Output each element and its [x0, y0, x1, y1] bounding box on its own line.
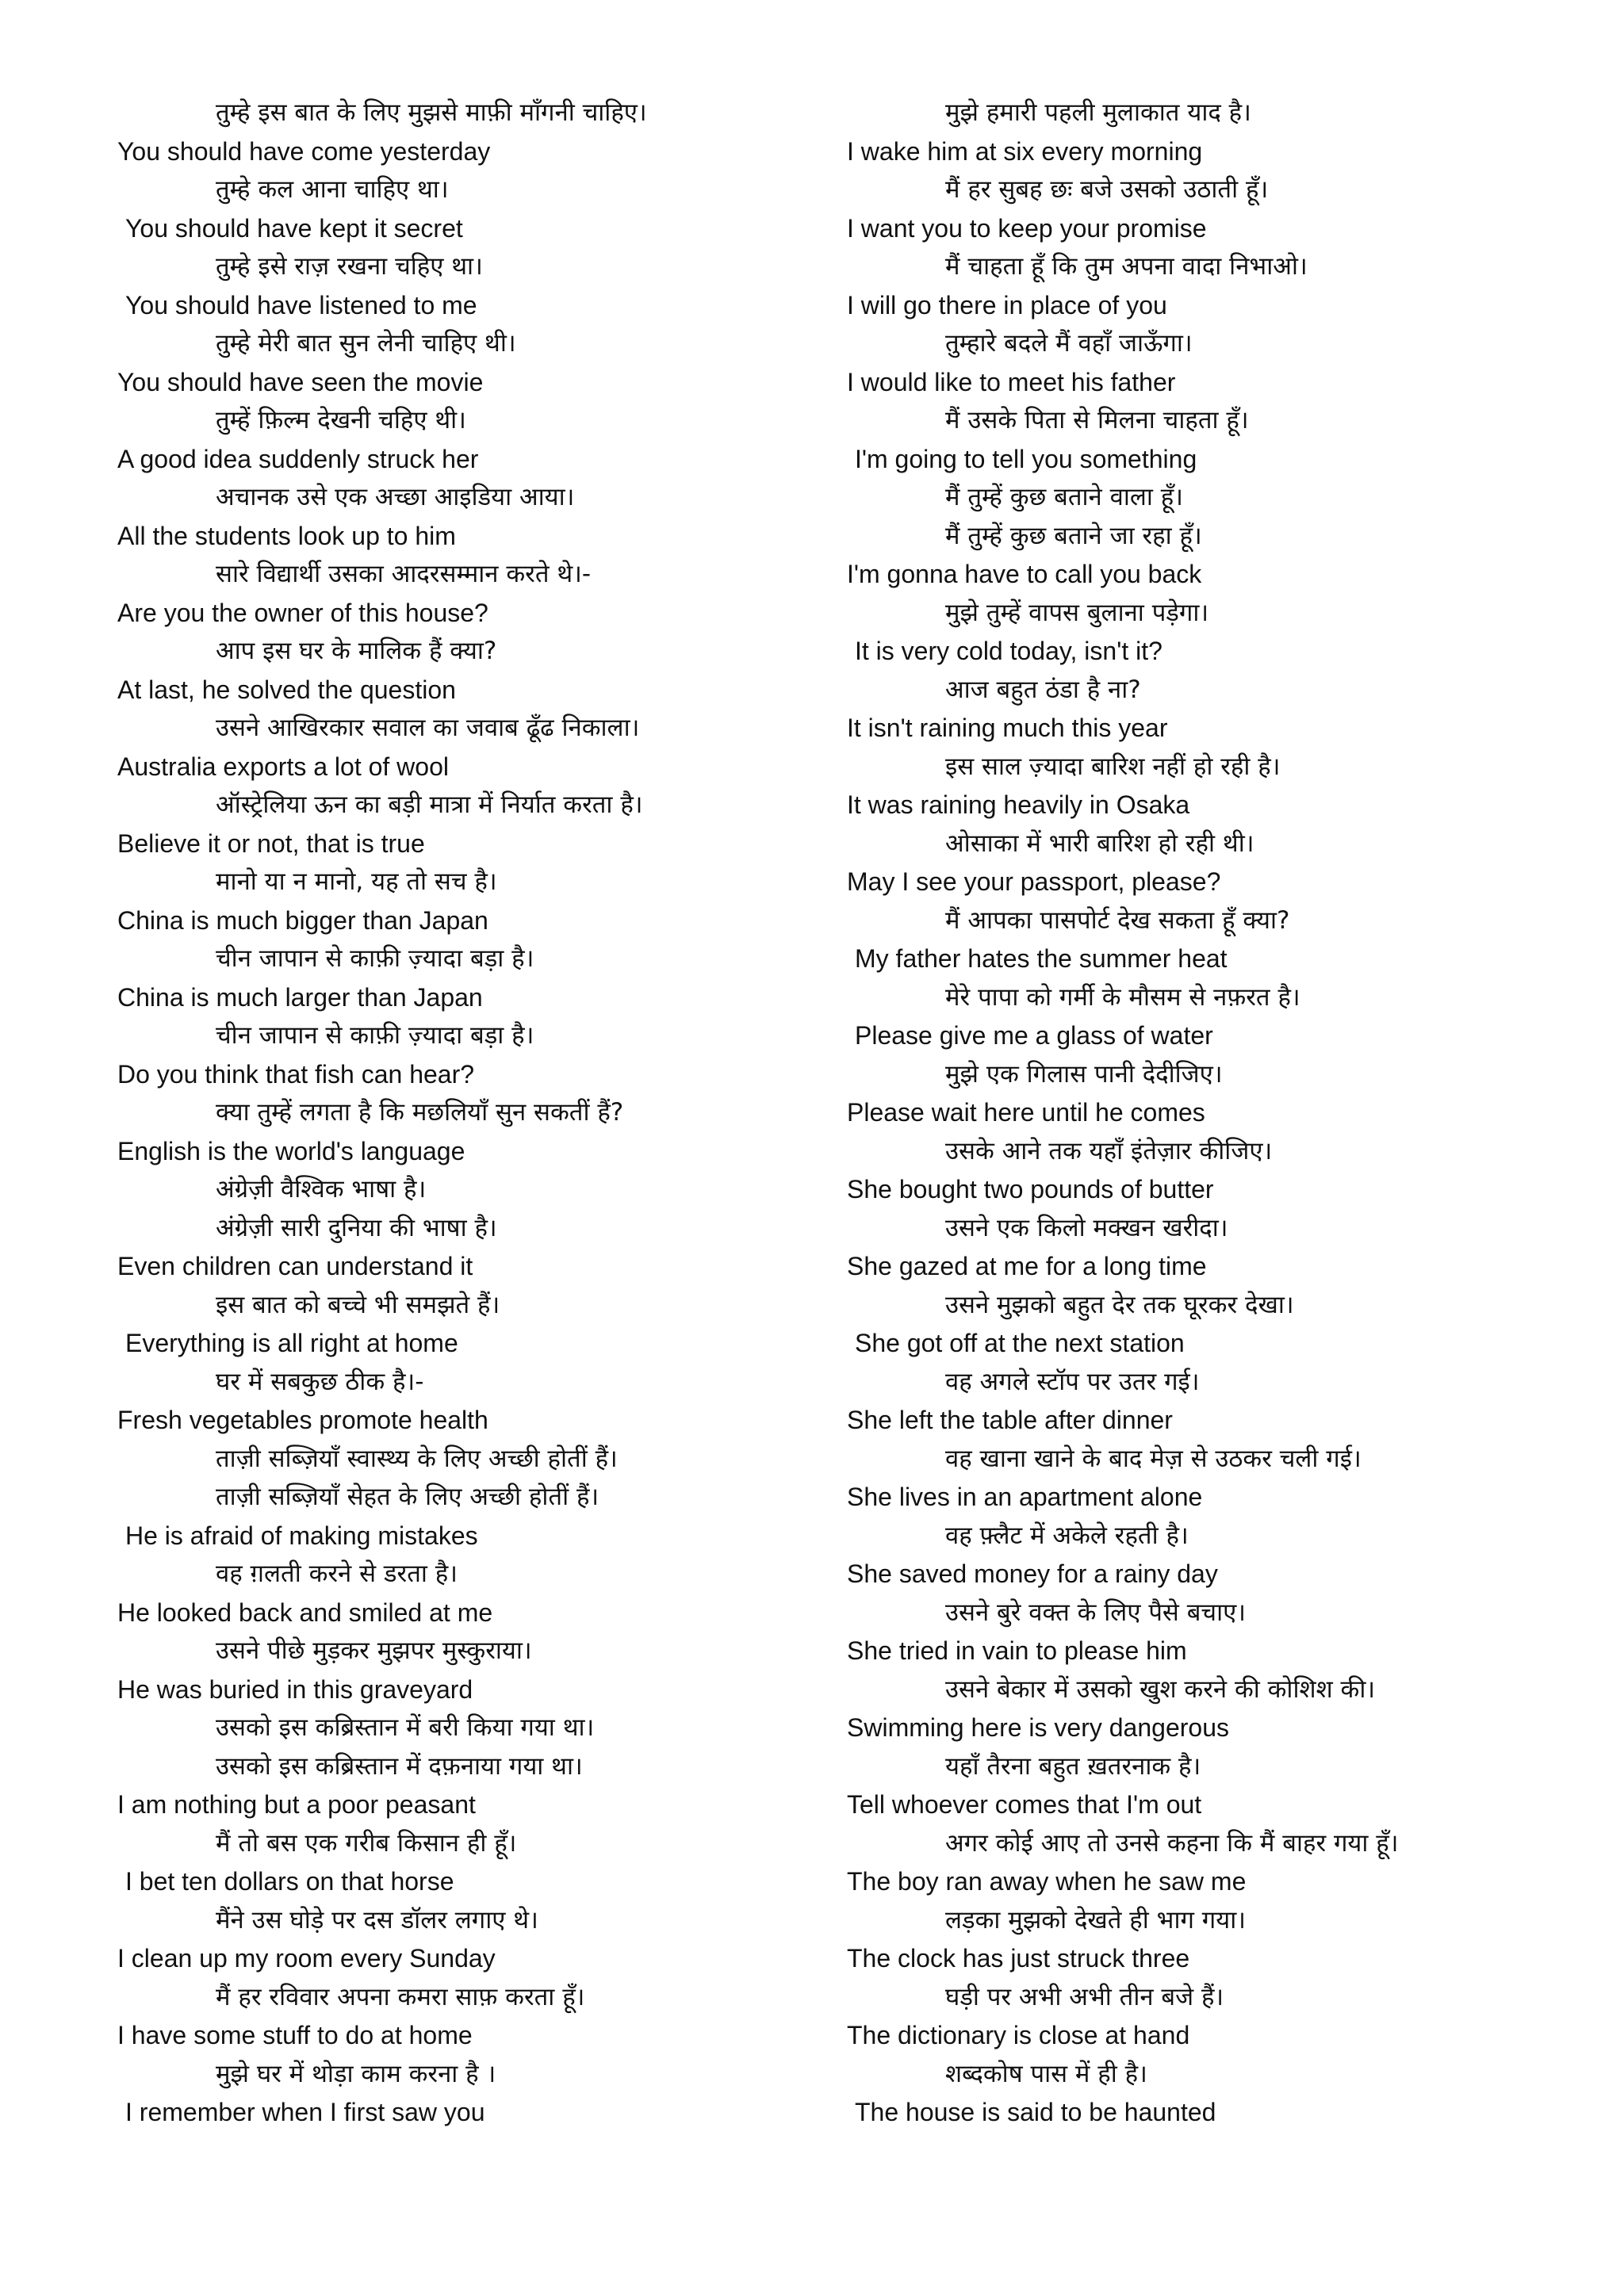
- english-sentence: May I see your passport, please?: [847, 867, 1221, 896]
- english-sentence: I bet ten dollars on that horse: [125, 1867, 454, 1896]
- english-sentence: He was buried in this graveyard: [117, 1674, 473, 1704]
- english-sentence: Everything is all right at home: [125, 1329, 458, 1357]
- english-sentence: Even children can understand it: [117, 1252, 473, 1280]
- hindi-translation: मुझे हमारी पहली मुलाकात याद है।: [945, 98, 1251, 127]
- english-sentence: Please give me a glass of water: [855, 1021, 1213, 1050]
- hindi-translation: यहाँ तैरना बहुत ख़तरनाक है।: [945, 1751, 1201, 1781]
- hindi-translation: मुझे तुम्हें वापस बुलाना पड़ेगा।: [945, 598, 1209, 627]
- english-sentence: He looked back and smiled at me: [117, 1598, 493, 1627]
- hindi-translation: उसने बुरे वक्त के लिए पैसे बचाए।: [945, 1598, 1247, 1627]
- english-sentence: I would like to meet his father: [847, 367, 1176, 396]
- hindi-translation: उसने मुझको बहुत देर तक घूरकर देखा।: [945, 1290, 1294, 1319]
- english-sentence: The dictionary is close at hand: [847, 2021, 1190, 2049]
- hindi-translation: अगर कोई आए तो उनसे कहना कि मैं बाहर गया हूँ।: [945, 1828, 1399, 1858]
- english-sentence: I'm going to tell you something: [855, 444, 1197, 473]
- hindi-translation: चीन जापान से काफ़ी ज़्यादा बड़ा है।: [216, 944, 534, 973]
- english-sentence: My father hates the summer heat: [855, 944, 1228, 973]
- hindi-translation: मैं तो बस एक गरीब किसान ही हूँ।: [216, 1828, 517, 1858]
- hindi-translation: मैं आपका पासपोर्ट देख सकता हूँ क्या?: [945, 905, 1290, 935]
- hindi-translation: उसको इस कब्रिस्तान में दफ़नाया गया था।: [216, 1751, 583, 1781]
- english-sentence: Are you the owner of this house?: [117, 598, 488, 627]
- right-column: [847, 94, 1608, 2132]
- english-sentence: You should have listened to me: [125, 290, 477, 320]
- hindi-translation: तुम्हे इसे राज़ रखना चहिए था।: [216, 252, 483, 281]
- english-sentence: It is very cold today, isn't it?: [855, 637, 1162, 665]
- hindi-translation: तुम्हारे बदले मैं वहाँ जाऊँगा।: [945, 329, 1193, 358]
- hindi-translation: तुम्हे मेरी बात सुन लेनी चाहिए थी।: [216, 329, 516, 358]
- hindi-translation: उसने आखिरकार सवाल का जवाब ढूँढ निकाला।: [216, 714, 640, 742]
- hindi-translation: मैं चाहता हूँ कि तुम अपना वादा निभाओ।: [945, 252, 1308, 281]
- hindi-translation: मैं उसके पिता से मिलना चाहता हूँ।: [945, 406, 1249, 434]
- english-sentence: She left the table after dinner: [847, 1406, 1173, 1434]
- english-sentence: I have some stuff to do at home: [117, 2021, 473, 2049]
- hindi-translation: अंग्रेज़ी सारी दुनिया की भाषा है।: [216, 1213, 497, 1242]
- hindi-translation: घड़ी पर अभी अभी तीन बजे हैं।: [945, 1982, 1224, 2011]
- hindi-translation: मैंने उस घोड़े पर दस डॉलर लगाए थे।: [216, 1905, 538, 1934]
- hindi-translation: उसने बेकार में उसको खुश करने की कोशिश की।: [945, 1674, 1376, 1704]
- hindi-translation: उसने पीछे मुड़कर मुझपर मुस्कुराया।: [216, 1636, 532, 1665]
- english-sentence: I clean up my room every Sunday: [117, 1944, 496, 1973]
- hindi-translation: ऑस्ट्रेलिया ऊन का बड़ी मात्रा में निर्यात करता है।: [216, 790, 643, 819]
- hindi-translation: अंग्रेज़ी वैश्विक भाषा है।: [216, 1175, 427, 1203]
- hindi-translation: ताज़ी सब्ज़ियाँ सेहत के लिए अच्छी होतीं हैं।: [216, 1483, 599, 1511]
- english-sentence: Australia exports a lot of wool: [117, 752, 449, 781]
- hindi-translation: वह ग़लती करने से डरता है।: [216, 1559, 458, 1588]
- hindi-translation: ओसाका में भारी बारिश हो रही थी।: [945, 828, 1254, 858]
- english-sentence: A good idea suddenly struck her: [117, 444, 479, 473]
- hindi-translation: अचानक उसे एक अच्छा आइडिया आया।: [216, 483, 575, 511]
- hindi-translation: क्या तुम्हें लगता है कि मछलियाँ सुन सकतीं हैं?: [216, 1098, 624, 1127]
- english-sentence: China is much bigger than Japan: [117, 905, 488, 935]
- hindi-translation: ताज़ी सब्ज़ियाँ स्वास्थ्य के लिए अच्छी होतीं हैं।: [216, 1444, 618, 1473]
- hindi-translation: घर में सबकुछ ठीक है।-: [216, 1367, 424, 1396]
- english-sentence: I am nothing but a poor peasant: [117, 1790, 476, 1819]
- hindi-translation: मुझे घर में थोड़ा काम करना है ।: [216, 2059, 496, 2088]
- hindi-translation: उसके आने तक यहाँ इंतेज़ार कीजिए।: [945, 1136, 1273, 1165]
- hindi-translation: मैं तुम्हें कुछ बताने जा रहा हूँ।: [945, 521, 1202, 550]
- english-sentence: I will go there in place of you: [847, 290, 1167, 320]
- english-sentence: The clock has just struck three: [847, 1944, 1190, 1973]
- english-sentence: He is afraid of making mistakes: [125, 1521, 478, 1550]
- english-sentence: Please wait here until he comes: [847, 1098, 1205, 1127]
- hindi-translation: मैं हर सुबह छः बजे उसको उठाती हूँ।: [945, 175, 1269, 204]
- english-sentence: English is the world's language: [117, 1136, 465, 1165]
- left-column: [117, 94, 879, 2132]
- hindi-translation: इस बात को बच्चे भी समझते हैं।: [216, 1290, 500, 1319]
- english-sentence: I wake him at six every morning: [847, 136, 1203, 166]
- hindi-translation: वह फ़्लैट में अकेले रहती है।: [945, 1521, 1189, 1550]
- hindi-translation: मैं हर रविवार अपना कमरा साफ़ करता हूँ।: [216, 1982, 585, 2011]
- english-sentence: At last, he solved the question: [117, 675, 456, 704]
- hindi-translation: सारे विद्यार्थी उसका आदरसम्मान करते थे।-: [216, 560, 592, 588]
- english-sentence: All the students look up to him: [117, 521, 456, 550]
- english-sentence: The boy ran away when he saw me: [847, 1867, 1247, 1896]
- english-sentence: She tried in vain to please him: [847, 1636, 1187, 1665]
- english-sentence: You should have kept it secret: [125, 213, 463, 243]
- hindi-translation: तुम्हे इस बात के लिए मुझसे माफ़ी माँगनी चाहिए।: [216, 98, 647, 127]
- english-sentence: It was raining heavily in Osaka: [847, 790, 1190, 819]
- english-sentence: She got off at the next station: [855, 1329, 1185, 1357]
- hindi-translation: लड़का मुझको देखते ही भाग गया।: [945, 1905, 1246, 1934]
- english-sentence: She bought two pounds of butter: [847, 1175, 1214, 1203]
- english-sentence: Swimming here is very dangerous: [847, 1713, 1229, 1742]
- english-sentence: China is much larger than Japan: [117, 982, 483, 1012]
- english-sentence: Believe it or not, that is true: [117, 828, 425, 858]
- hindi-translation: मेरे पापा को गर्मी के मौसम से नफ़रत है।: [945, 982, 1300, 1012]
- english-sentence: Tell whoever comes that I'm out: [847, 1790, 1202, 1819]
- hindi-translation: उसको इस कब्रिस्तान में बरी किया गया था।: [216, 1713, 595, 1742]
- english-sentence: You should have come yesterday: [117, 136, 491, 166]
- hindi-translation: मुझे एक गिलास पानी देदीजिए।: [945, 1059, 1223, 1089]
- english-sentence: You should have seen the movie: [117, 367, 484, 396]
- hindi-translation: उसने एक किलो मक्खन खरीदा।: [945, 1213, 1228, 1242]
- hindi-translation: वह खाना खाने के बाद मेज़ से उठकर चली गई।: [945, 1444, 1362, 1473]
- english-sentence: I want you to keep your promise: [847, 213, 1207, 243]
- english-sentence: Do you think that fish can hear?: [117, 1059, 475, 1089]
- hindi-translation: तुम्हें फ़िल्म देखनी चहिए थी।: [216, 406, 466, 434]
- english-sentence: She gazed at me for a long time: [847, 1252, 1207, 1280]
- english-sentence: She saved money for a rainy day: [847, 1559, 1218, 1588]
- hindi-translation: आज बहुत ठंडा है ना?: [945, 675, 1141, 704]
- hindi-translation: शब्दकोष पास में ही है।: [945, 2059, 1147, 2088]
- hindi-translation: मानो या न मानो, यह तो सच है।: [216, 867, 497, 896]
- english-sentence: She lives in an apartment alone: [847, 1483, 1203, 1511]
- hindi-translation: वह अगले स्टॉप पर उतर गई।: [945, 1367, 1200, 1396]
- english-sentence: I'm gonna have to call you back: [847, 560, 1202, 588]
- hindi-translation: मैं तुम्हें कुछ बताने वाला हूँ।: [945, 483, 1183, 511]
- english-sentence: I remember when I first saw you: [125, 2098, 485, 2126]
- hindi-translation: इस साल ज़्यादा बारिश नहीं हो रही है।: [945, 752, 1281, 781]
- hindi-translation: तुम्हे कल आना चाहिए था।: [216, 175, 449, 204]
- hindi-translation: आप इस घर के मालिक हैं क्या?: [216, 637, 497, 665]
- english-sentence: It isn't raining much this year: [847, 714, 1168, 742]
- english-sentence: Fresh vegetables promote health: [117, 1406, 488, 1434]
- english-sentence: The house is said to be haunted: [855, 2098, 1216, 2126]
- hindi-translation: चीन जापान से काफ़ी ज़्यादा बड़ा है।: [216, 1021, 534, 1050]
